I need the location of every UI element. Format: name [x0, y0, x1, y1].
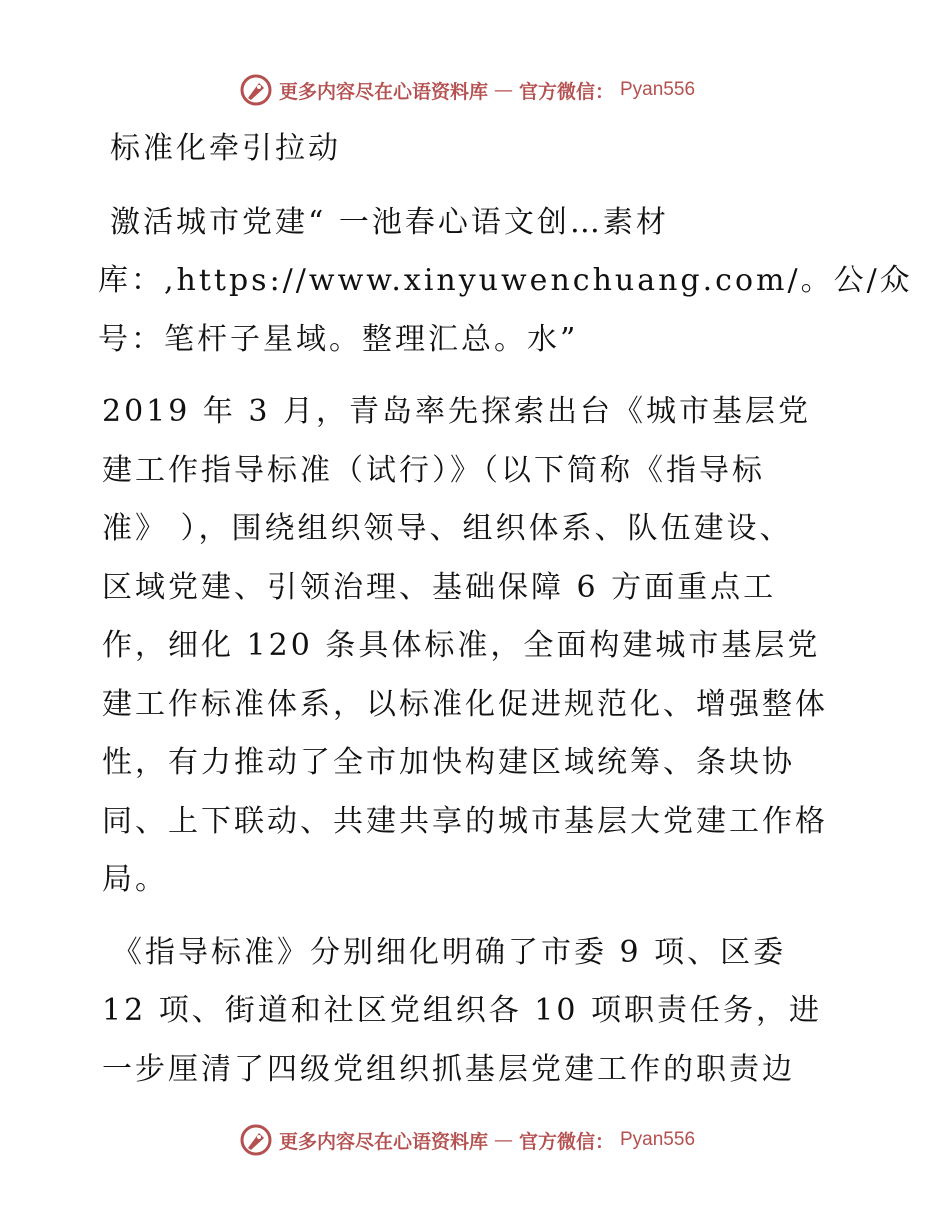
paragraph-2-line: 2019 年 3 月，青岛率先探索出台《城市基层党 [102, 394, 812, 429]
footer-watermark-banner [0, 1120, 950, 1160]
watermark-label: 官方微信： [518, 80, 614, 103]
paragraph-1-line: 库：,https://www.xinyuwenchuang.com/。公/众 [98, 263, 913, 298]
paragraph-2-line: 区域党建、引领治理、基础保障 6 方面重点工 [102, 569, 777, 605]
watermark-text: 更多内容尽在心语资料库 [278, 80, 488, 103]
watermark-wechat-id: Pyan556 [620, 79, 696, 100]
paragraph-2-line: 建工作标准体系，以标准化促进规范化、增强整体 [102, 686, 828, 722]
watermark-label: 官方微信： [518, 1130, 614, 1153]
paragraph-2-line: 性，有力推动了全市加快构建区域统筹、条块协 [102, 745, 795, 780]
paragraph-3-line: 一步厘清了四级党组织抓基层党建工作的职责边 [102, 1051, 795, 1087]
watermark-wechat-id: Pyan556 [620, 1129, 696, 1150]
header-watermark-banner [0, 70, 950, 110]
paragraph-2-line: 准》 ），围绕组织领导、组织体系、队伍建设、 [102, 511, 793, 546]
pen-nib-logo-icon [239, 73, 273, 107]
paragraph-2 [98, 383, 858, 910]
document-body [98, 120, 913, 1099]
paragraph-2-line: 同、上下联动、共建共享的城市基层大党建工作格 [102, 803, 828, 839]
paragraph-2-line: 局。 [102, 862, 168, 897]
paragraph-3-line: 12 项、街道和社区党组织各 10 项职责任务，进 [102, 993, 822, 1028]
paragraph-2-line: 作，细化 120 条具体标准，全面构建城市基层党 [102, 628, 821, 663]
paragraph-1-line: 号：笔杆子星域。整理汇总。水” [98, 321, 579, 357]
paragraph-1-line: 激活城市党建“ 一池春心语文创…素材 [110, 204, 669, 240]
header-watermark [239, 73, 695, 107]
paragraph-2-line: 建工作指导标准（试行）》（以下简称《指导标 [102, 452, 765, 488]
paragraph-1 [98, 194, 913, 370]
footer-watermark [239, 1123, 695, 1157]
watermark-separator: — [493, 1129, 513, 1151]
paragraph-3 [98, 924, 858, 1100]
document-title: 标准化牵引拉动 [110, 131, 341, 166]
watermark-separator: — [493, 79, 513, 101]
watermark-text: 更多内容尽在心语资料库 [278, 1130, 488, 1153]
pen-nib-logo-icon [239, 1123, 273, 1157]
paragraph-3-line: 《指导标准》分别细化明确了市委 9 项、区委 [112, 934, 787, 970]
